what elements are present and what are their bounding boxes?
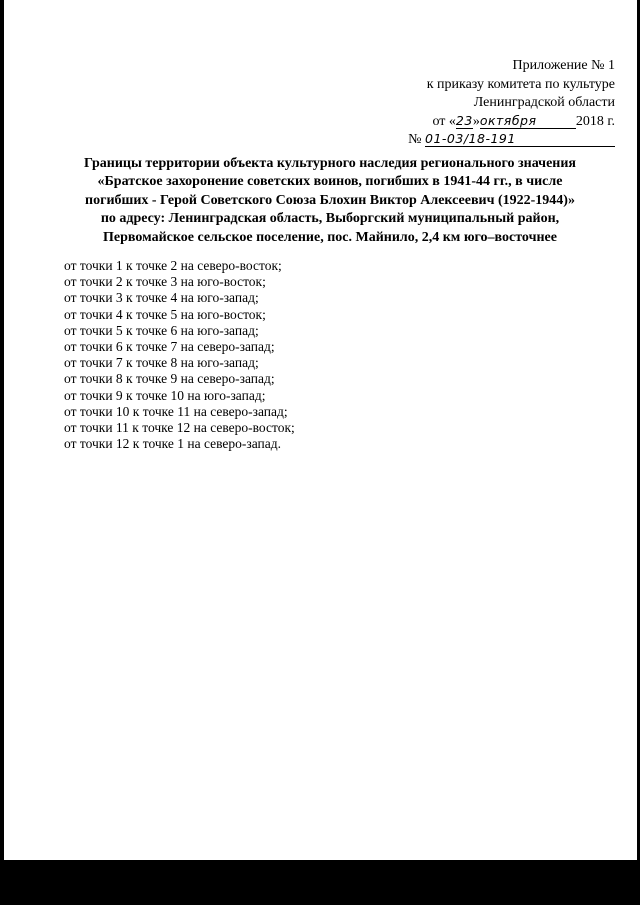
scan-border-bottom	[0, 860, 640, 905]
title-line: по адресу: Ленинградская область, Выборгский муниципальный район,	[100, 211, 560, 227]
boundary-segment: от точки 2 к точке 3 на юго-восток;	[64, 274, 266, 290]
document-title	[40, 155, 620, 247]
title-line: Первомайское сельское поселение, пос. Майнило, 2,4 км юго–восточнее	[103, 229, 557, 245]
boundary-description-list	[64, 258, 295, 452]
order-number: № 01-03/18-191	[355, 131, 615, 150]
title-line: Границы территории объекта культурного наследия регионального значения	[83, 156, 576, 171]
boundary-segment: от точки 11 к точке 12 на северо-восток;	[64, 420, 295, 436]
boundary-segment: от точки 3 к точке 4 на юго-запад;	[64, 290, 259, 306]
boundary-segment: от точки 7 к точке 8 на юго-запад;	[64, 355, 259, 371]
boundary-segment: от точки 10 к точке 11 на северо-запад;	[64, 403, 288, 419]
boundary-segment: от точки 1 к точке 2 на северо-восток;	[64, 258, 282, 273]
region-name: Ленинградской области	[473, 95, 615, 110]
order-date: от «23»октября 2018 г.	[432, 112, 615, 129]
scan-border-left	[0, 0, 4, 860]
title-line: «Братское захоронение советских воинов, погибших в 1941-44 гг., в числе	[97, 174, 563, 190]
boundary-segment: от точки 6 к точке 7 на северо-запад;	[64, 339, 275, 355]
date-day-handwritten: 23	[455, 112, 473, 128]
boundary-segment: от точки 12 к точке 1 на северо-запад.	[64, 436, 281, 452]
order-reference: к приказу комитета по культуре	[426, 76, 615, 92]
appendix-number: Приложение № 1	[512, 58, 615, 73]
boundary-segment: от точки 8 к точке 9 на северо-запад;	[64, 371, 275, 387]
boundary-segment: от точки 4 к точке 5 на юго-восток;	[64, 306, 266, 322]
date-month-handwritten: октября	[480, 114, 576, 129]
boundary-segment: от точки 5 к точке 6 на юго-запад;	[64, 322, 259, 338]
order-number-handwritten: 01-03/18-191	[425, 132, 615, 147]
boundary-segment: от точки 9 к точке 10 на юго-запад;	[64, 387, 266, 403]
title-line: погибших - Герой Советского Союза Блохин Виктор Алексеевич (1922-1944)»	[85, 192, 575, 208]
appendix-header	[355, 57, 615, 150]
